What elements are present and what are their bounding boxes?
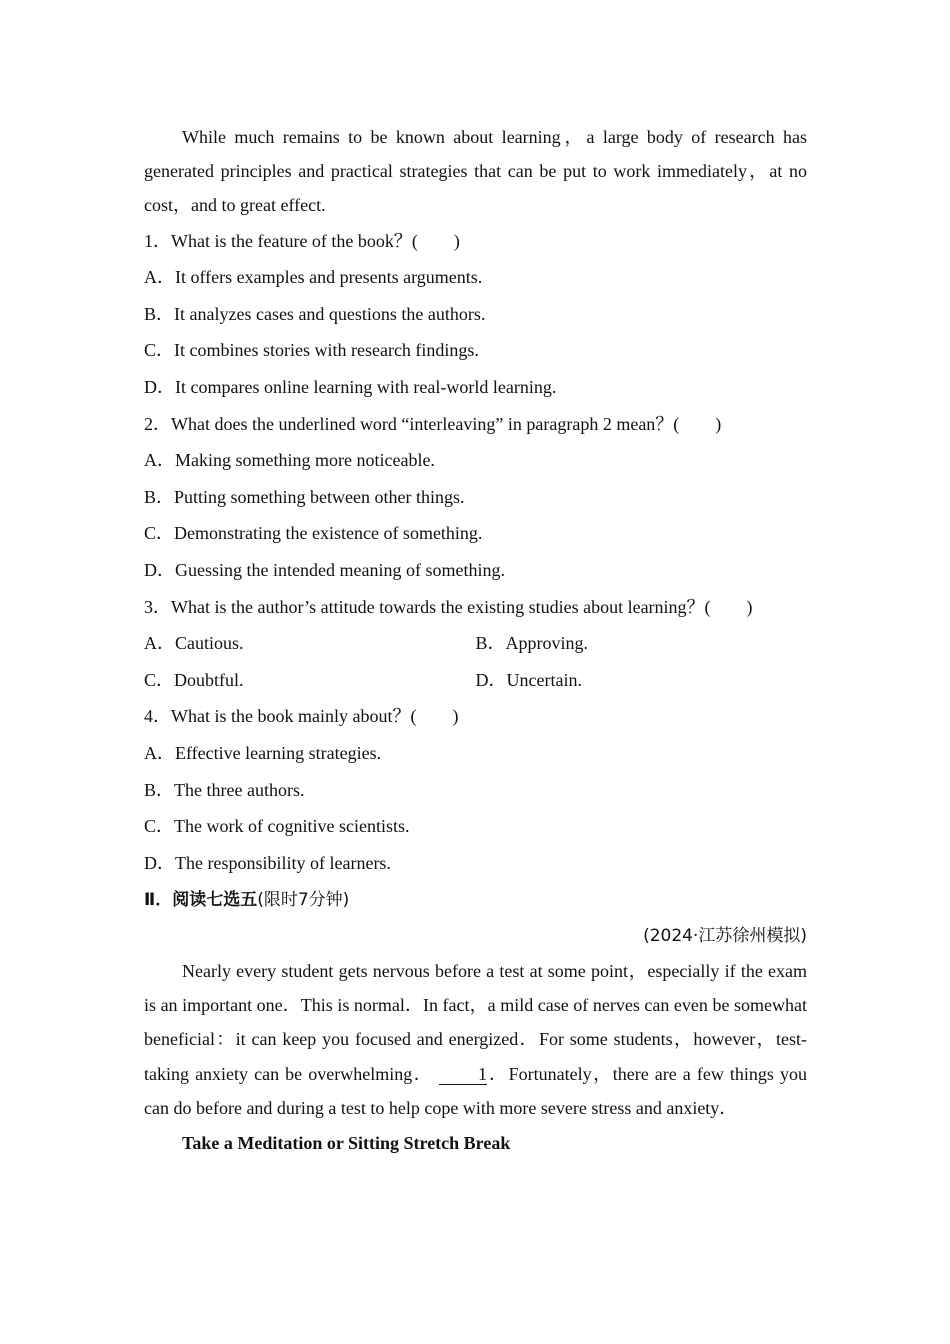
paragraph-text: Nearly every student gets nervous before a test at some point，especially if the exam is an important one．This is normal．In fact，a mild case of nerves can even be somewhat beneficial：it can keep you focused and energized．For some students，however，test-taking anxiety can be overwhelming． <box>144 960 807 1084</box>
option-d: D．It compares online learning with real-world learning. <box>144 376 557 397</box>
answer-blank: 1 <box>439 1064 487 1085</box>
question-stem: 3．What is the author’s attitude towards the existing studies about learning？( ) <box>144 596 753 617</box>
option-a: A．Cautious. <box>144 633 244 654</box>
option-a: A．Effective learning strategies. <box>144 742 382 763</box>
question-2 <box>144 406 807 589</box>
question-stem: 4．What is the book mainly about？( ) <box>144 706 459 727</box>
question-3 <box>144 589 807 699</box>
question-stem: 1．What is the feature of the book？( ) <box>144 230 460 251</box>
section-number: Ⅱ． <box>144 890 173 911</box>
option-row <box>144 662 807 699</box>
option-d: D．Uncertain. <box>475 669 582 690</box>
paragraph-text: ．Fortunately，there are a few things you can do before and during a test to help cope with more severe stress and anxiety． <box>144 1063 807 1118</box>
option-b: B．Putting something between other things. <box>144 486 465 507</box>
option-row <box>144 625 807 662</box>
section-title: 阅读七选五 <box>172 890 258 911</box>
section-time-note: (限时7分钟) <box>257 890 350 911</box>
passage-paragraph: While much remains to be known about learning，a large body of research has generated principles and practical strategies that can be put to work immediately，at no cost，and to great effect. <box>144 127 807 216</box>
option-c: C．Demonstrating the existence of something. <box>144 523 483 544</box>
passage-paragraph <box>144 954 807 1125</box>
option-d: D．Guessing the intended meaning of something. <box>144 559 505 580</box>
option-c: C．The work of cognitive scientists. <box>144 816 410 837</box>
question-4 <box>144 698 807 881</box>
option-b: B．Approving. <box>475 633 588 654</box>
source-citation: (2024·江苏徐州模拟) <box>643 925 807 946</box>
option-b: B．The three authors. <box>144 779 305 800</box>
document-page <box>144 120 807 1161</box>
option-c: C．Doubtful. <box>144 669 244 690</box>
question-stem: 2．What does the underlined word “interleaving” in paragraph 2 mean？( ) <box>144 413 722 434</box>
option-a: A．It offers examples and presents arguments. <box>144 267 483 288</box>
question-1 <box>144 223 807 406</box>
section-heading <box>144 881 807 918</box>
subheading: Take a Meditation or Sitting Stretch Break <box>182 1132 511 1153</box>
option-a: A．Making something more noticeable. <box>144 450 435 471</box>
option-d: D．The responsibility of learners. <box>144 852 391 873</box>
option-b: B．It analyzes cases and questions the authors. <box>144 303 486 324</box>
option-c: C．It combines stories with research findings. <box>144 340 479 361</box>
